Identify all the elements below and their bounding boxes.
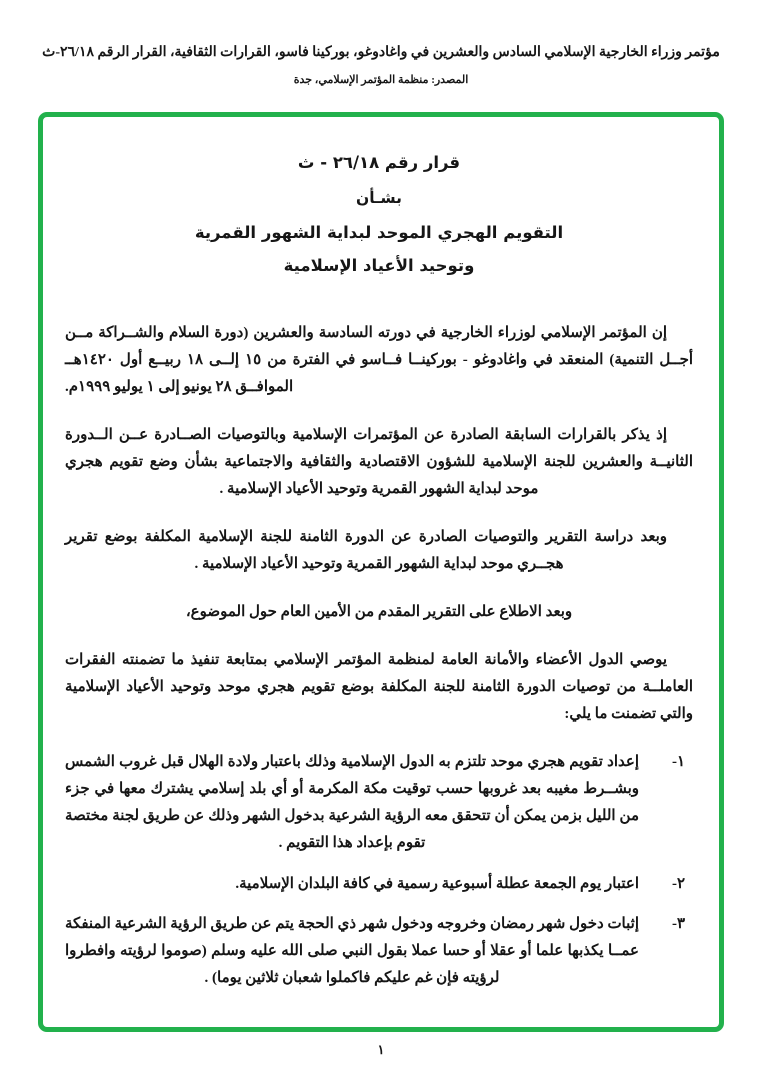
paragraph-after-report: وبعد الاطلاع على التقرير المقدم من الأمين العام حول الموضوع،: [185, 604, 573, 620]
list-item-2-text: اعتبار يوم الجمعة عطلة أسبوعية رسمية في كافة البلدان الإسلامية.: [235, 876, 639, 892]
list-item-1: [65, 749, 693, 857]
paragraph-recalling: إذ يذكر بالقرارات السابقة الصادرة عن المؤتمرات الإسلامية وبالتوصيات الصــادرة عــن الــدورة الثانيــة والعشرين للجنة الإسلامية للشؤون الاقتصادية والثقافية والاجتماعية بشأن وضع تقويم هجري موحد لبداية الشهور القمرية وتوحيد الأعياد الإسلامية .: [65, 427, 693, 497]
paragraph-after-study: وبعد دراسة التقرير والتوصيات الصادرة عن الدورة الثامنة للجنة الإسلامية المكلفة بوضع تقرير هجــري موحد لبداية الشهور القمرية وتوحيد الأعياد الإسلامية .: [65, 529, 667, 572]
list-item-3-number: ٣-: [671, 916, 685, 932]
paragraph-recommendation: يوصي الدول الأعضاء والأمانة العامة لمنظمة المؤتمر الإسلامي بمتابعة تنفيذ ما تضمنته الفقرات العاملــة من توصيات الدورة الثامنة للجنة المكلفة بوضع تقويم هجري موحد وتوحيد الأعياد الإسلامية والتي تضمنت ما يلي:: [65, 652, 693, 722]
page-number: ١: [377, 1042, 385, 1057]
list-item-2-number: ٢-: [671, 876, 685, 892]
title-regarding: بشـأن: [356, 189, 402, 207]
list-item-1-number: ١-: [671, 754, 685, 770]
list-item-3: [65, 911, 693, 992]
list-item-2: [65, 871, 693, 898]
title-subject-line-2: وتوحيد الأعياد الإسلامية: [283, 256, 475, 275]
list-item-1-text: إعداد تقويم هجري موحد تلتزم به الدول الإسلامية وذلك باعتبار ولادة الهلال قبل غروب الشمس وبشــرط مغيبه بعد غروبها حسب توقيت مكة المكرمة أو أي بلد إسلامي يشترك معها في جزء من الليل بزمن يمكن أن تتحقق معه الرؤية الشرعية بدخول الشهر وذلك عن طريق لجنة مختصة تقوم بإعداد هذا التقويم .: [65, 754, 639, 851]
title-subject-line-1: التقويم الهجري الموحد لبداية الشهور القمرية: [194, 223, 564, 242]
document-reference-line: مؤتمر وزراء الخارجية الإسلامي السادس والعشرين في واغادوغو، بوركينا فاسو، القرارات الثقافية، القرار الرقم ٢٦/١٨-ث: [42, 45, 720, 60]
title-block: [65, 151, 693, 278]
list-item-3-text: إثبات دخول شهر رمضان وخروجه ودخول شهر ذي الحجة يتم عن طريق الرؤية الشرعية المنفكة عمــا يكذبها علما أو عقلا أو حسا عملا بقول النبي صلى الله عليه وسلم (صوموا لرؤيته وافطروا لرؤيته فإن غم عليكم فاكملوا شعبان ثلاثين يوما) .: [65, 916, 639, 986]
document-source-line: المصدر: منظمة المؤتمر الإسلامي، جدة: [293, 74, 469, 86]
resolution-number-title: قرار رقم ٢٦/١٨ - ث: [297, 153, 461, 172]
document-body: [43, 117, 709, 1017]
paragraph-preamble: إن المؤتمر الإسلامي لوزراء الخارجية في دورته السادسة والعشرين (دورة السلام والشــراكة مــن أجــل التنمية) المنعقد في واغادوغو - بوركينــا فــاسو في الفترة من ١٥ إلــى ١٨ ربيــع أول ١٤٢٠هــ الموافــق ٢٨ يونيو إلى ١ يوليو ١٩٩٩م.: [65, 325, 694, 395]
